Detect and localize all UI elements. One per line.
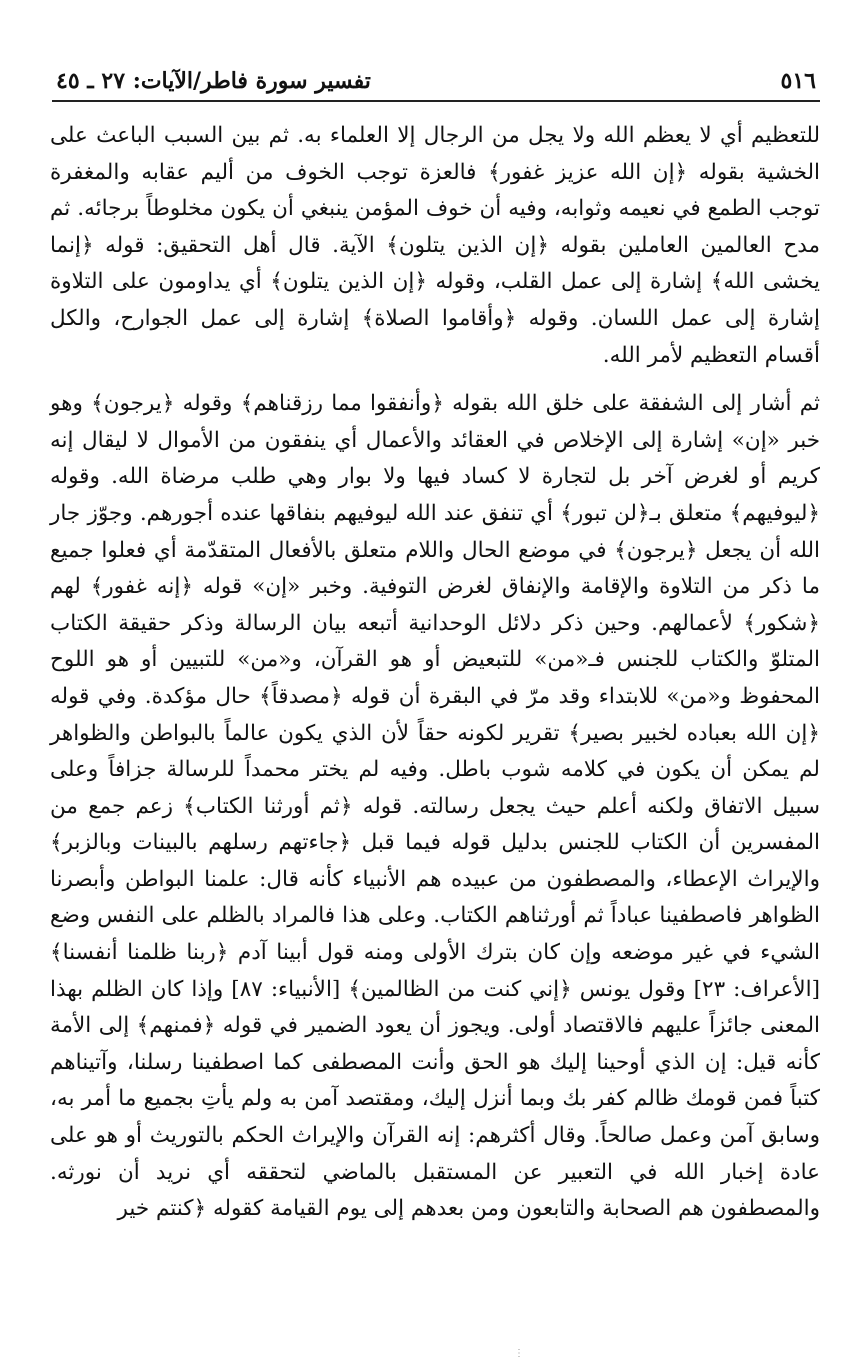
page-number: ٥١٦: [780, 68, 816, 94]
paragraph-2: ثم أشار إلى الشفقة على خلق الله بقوله ﴿وأنفقوا مما رزقناهم﴾ وقوله ﴿يرجون﴾ وهو خبر «إن» إشارة إلى الإخلاص في العقائد والأعمال أي ينفقون من الأموال لا ليقال إنه كريم أو لغرض آخر بل لتجارة لا كساد فيها ولا بوار وهي طلب مرضاة الله. وقوله ﴿ليوفيهم﴾ متعلق بـ﴿لن تبور﴾ أي تنفق عند الله ليوفيهم بنفاقها عنده أجورهم. وجوّز جار الله أن يجعل ﴿يرجون﴾ في موضع الحال واللام متعلق بالأفعال المتقدّمة أي فعلوا جميع ما ذكر من التلاوة والإقامة والإنفاق لغرض التوفية. وخبر «إن» قوله ﴿إنه غفور﴾ لهم ﴿شكور﴾ لأعمالهم. وحين ذكر دلائل الوحدانية أتبعه بيان الرسالة وذكر حقيقة الكتاب المتلوّ والكتاب للجنس فـ«من» للتبعيض أو هو القرآن، و«من» للتبيين أو هو اللوح المحفوظ و«من» للابتداء وقد مرّ في البقرة أن قوله ﴿مصدقاً﴾ حال مؤكدة. وفي قوله ﴿إن الله بعباده لخبير بصير﴾ تقرير لكونه حقاً لأن الذي يكون عالماً بالبواطن والظواهر لم يمكن أن يكون في كلامه شوب باطل. وفيه لم يختر محمداً للرسالة جزافاً وعلى سبيل الاتفاق ولكنه أعلم حيث يجعل رسالته. قوله ﴿ثم أورثنا الكتاب﴾ زعم جمع من المفسرين أن الكتاب للجنس بدليل قوله فيما قبل ﴿جاءتهم رسلهم بالبينات وبالزبر﴾ والإيراث الإعطاء، والمصطفون من عبيده هم الأنبياء كأنه قال: علمنا البواطن وأبصرنا الظواهر فاصطفينا عباداً ثم أورثناهم الكتاب. وعلى هذا فالمراد بالظلم على النفس وضع الشيء في غير موضعه وإن كان بترك الأولى ومنه قول أبينا آدم ﴿ربنا ظلمنا أنفسنا﴾ [الأعراف: ٢٣] وقول يونس ﴿إني كنت من الظالمين﴾ [الأنبياء: ٨٧] وإذا كان الظلم بهذا المعنى جائزاً عليهم فالاقتصاد أولى. ويجوز أن يعود الضمير في قوله ﴿فمنهم﴾ إلى الأمة كأنه قيل: إن الذي أوحينا إليك هو الحق وأنت المصطفى كما اصطفينا رسلنا، وآتيناهم كتباً فمن قومك ظالم كفر بك وبما أنزل إليك، ومقتصد آمن به ولم يأتِ بجميع ما أمر به، وسابق آمن وعمل صالحاً. وقال أكثرهم: إنه القرآن والإيراث الحكم بالتوريث أو هو على عادة إخبار الله في التعبير عن المستقبل بالماضي لتحققه أي نريد أن نورثه. والمصطفون هم الصحابة والتابعون ومن بعدهم إلى يوم القيامة كقوله ﴿كنتم خير: [50, 391, 820, 1222]
header-divider: [52, 100, 820, 102]
page-header: [52, 66, 820, 96]
running-title: تفسير سورة فاطر/الآيات: ٢٧ ـ ٤٥: [56, 68, 371, 94]
scan-mark: ⋮: [514, 1348, 524, 1359]
paragraph-1: للتعظيم أي لا يعظم الله ولا يجل من الرجال إلا العلماء به. ثم بين السبب الباعث على الخشية بقوله ﴿إن الله عزيز غفور﴾ فالعزة توجب الخوف من أليم عقابه والمغفرة توجب الطمع في نعيمه وثوابه، وفيه أن خوف المؤمن ينبغي أن يكون مخلوطاً برجائه. ثم مدح العالمين العاملين بقوله ﴿إن الذين يتلون﴾ الآية. قال أهل التحقيق: قوله ﴿إنما يخشى الله﴾ إشارة إلى عمل القلب، وقوله ﴿إن الذين يتلون﴾ أي يداومون على التلاوة إشارة إلى عمل اللسان. وقوله ﴿وأقاموا الصلاة﴾ إشارة إلى عمل الجوارح، والكل أقسام التعظيم لأمر الله.: [50, 123, 820, 368]
body-text: [50, 118, 820, 1228]
